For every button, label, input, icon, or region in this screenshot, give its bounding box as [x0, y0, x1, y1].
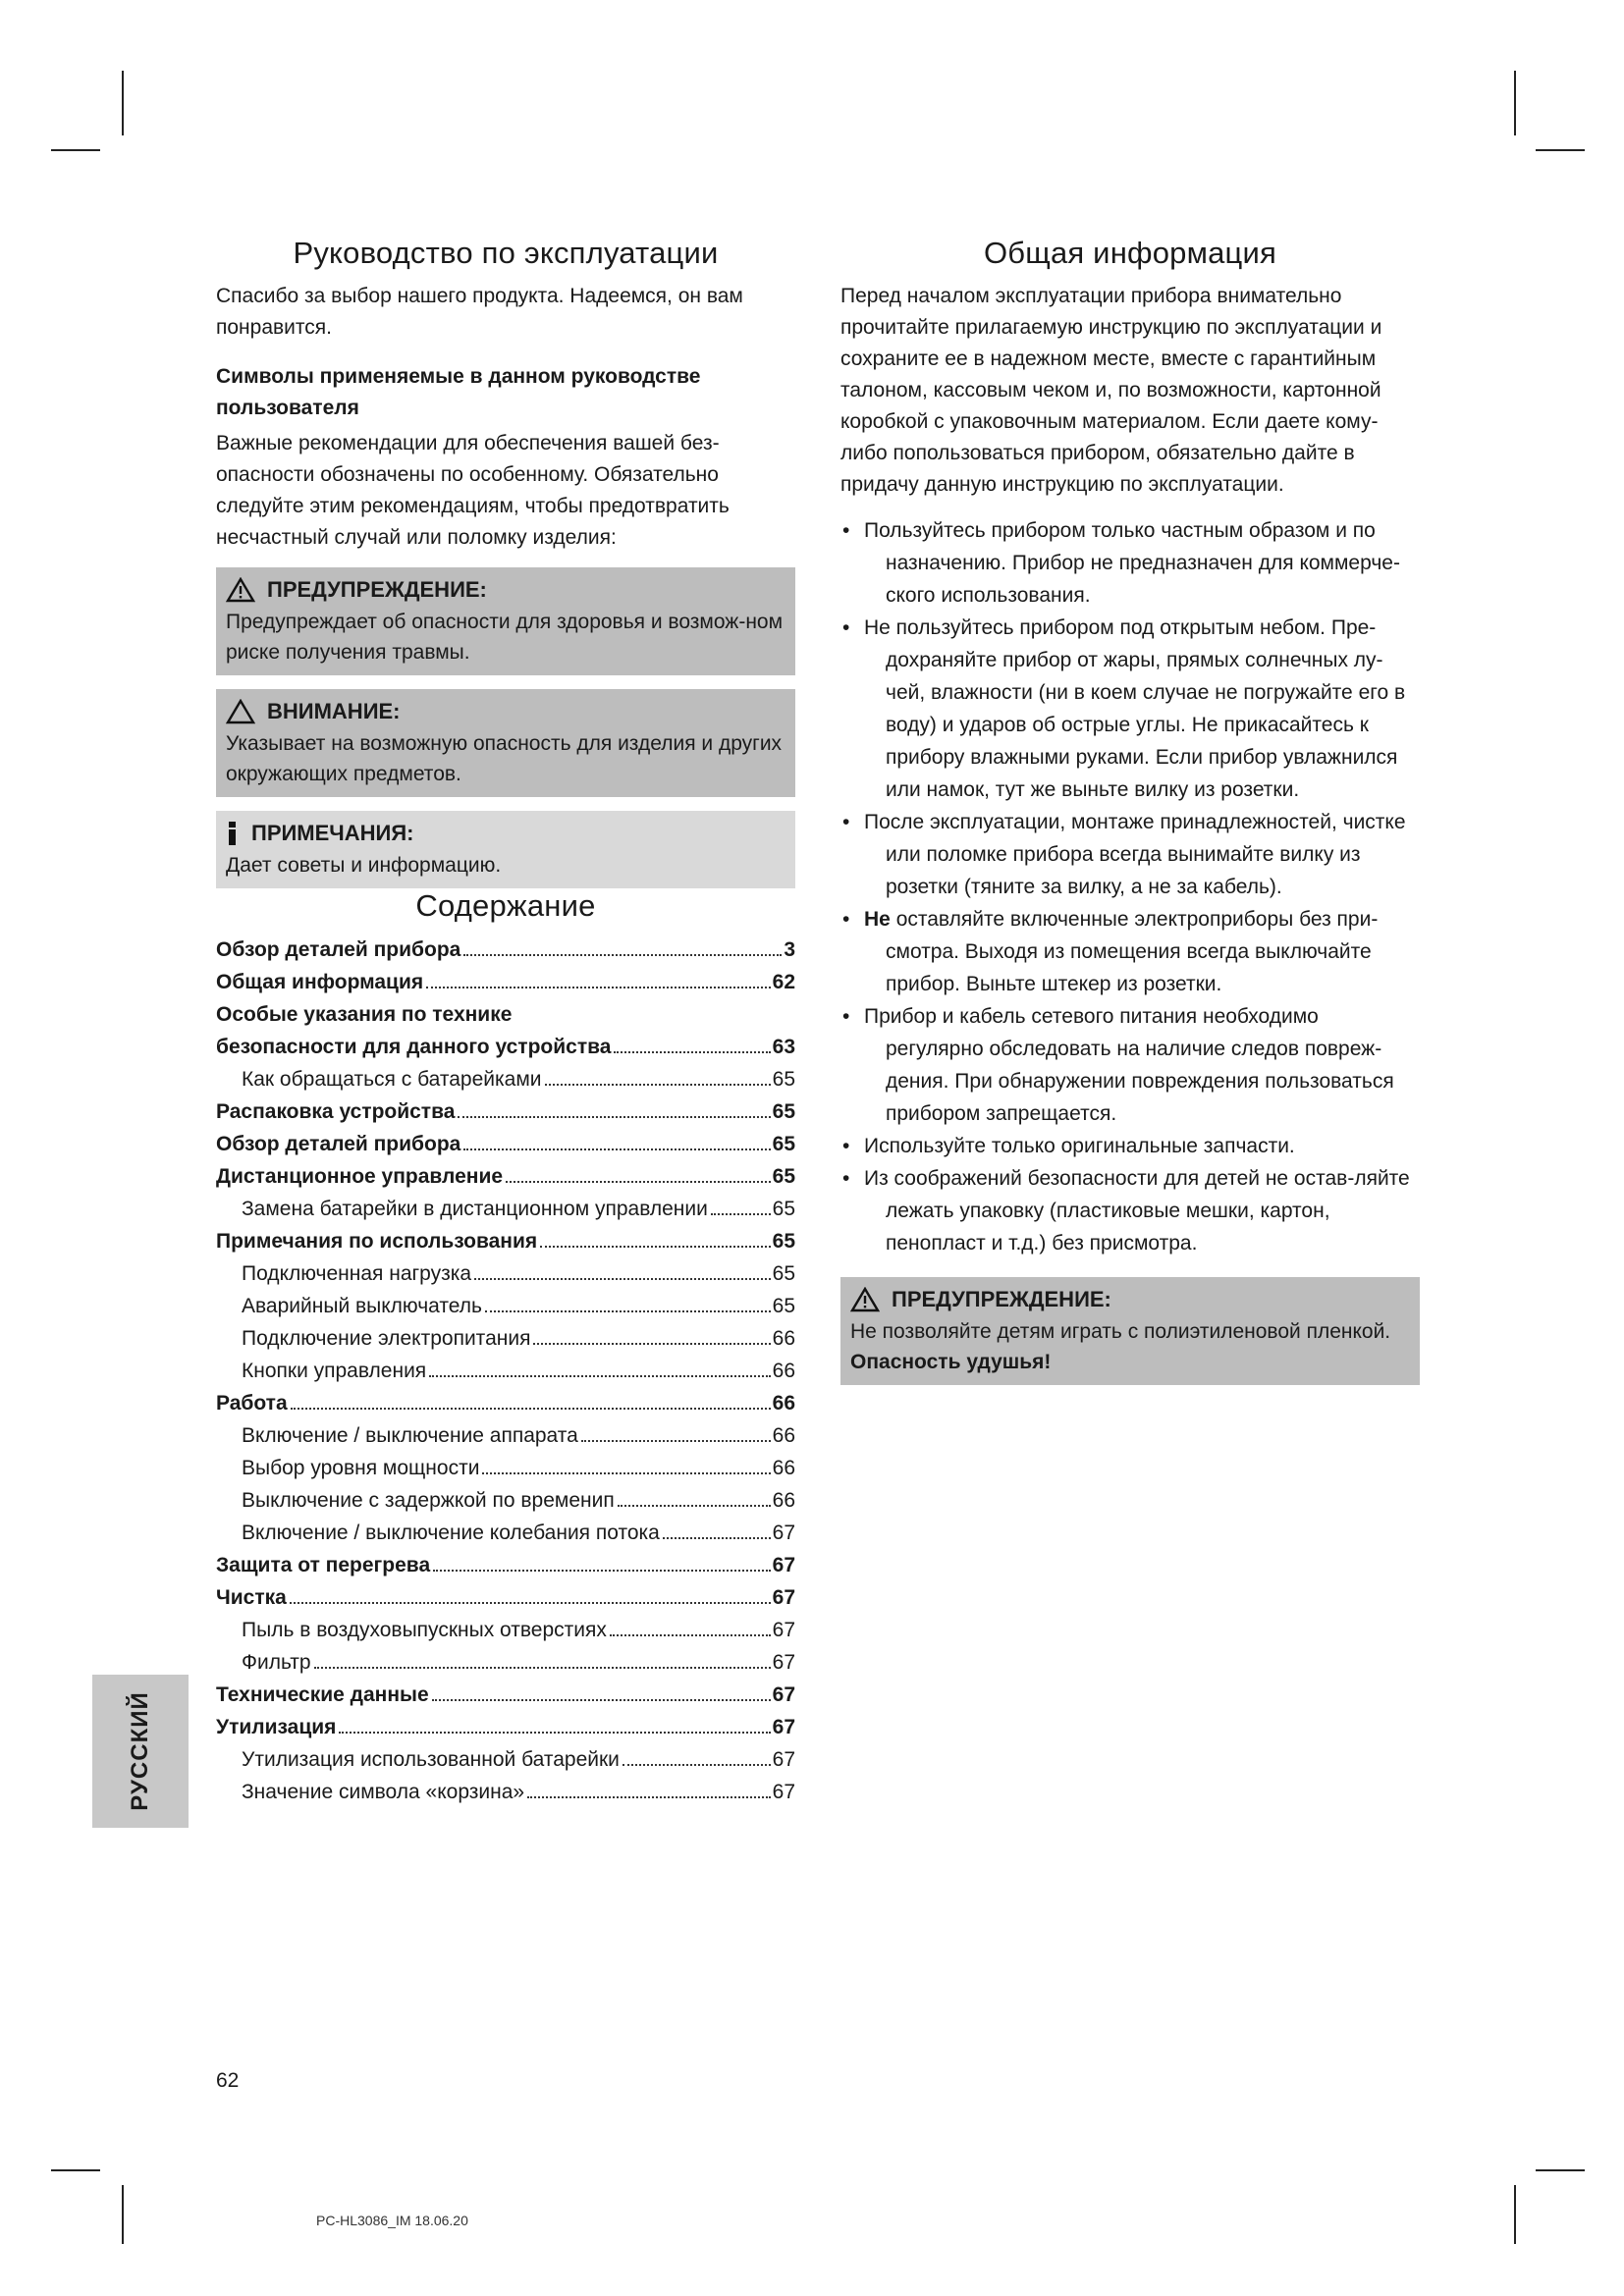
toc-row[interactable]: Замена батарейки в дистанционном управлении 65 — [242, 1198, 795, 1220]
warning-box — [216, 567, 795, 675]
left-column — [216, 236, 795, 1808]
warning-text: Не позволяйте детям играть с полиэтиленовой пленкой. Опасность удушья! — [850, 1320, 1391, 1373]
crop-mark — [1536, 2169, 1585, 2171]
toc-row[interactable]: Примечания по использования 65 — [216, 1230, 795, 1253]
crop-mark — [122, 71, 124, 135]
general-info-title: Общая информация — [983, 236, 1277, 270]
list-item: • Не оставляйте включенные электроприборы без при-смотра. Выходя из помещения всегда выключайте прибор. Выньте штекер из розетки. — [842, 908, 1379, 995]
intro-text: Спасибо за выбор нашего продукта. Надеемся, он вам понравится. — [216, 285, 743, 339]
toc-row[interactable]: Выключение с задержкой по временип 66 — [242, 1489, 795, 1512]
symbols-text: Важные рекомендации для обеспечения вашей без-опасности обозначены по особенному. Обязательно следуйте этим рекомендациям, чтобы предотвратить несчастный случай или поломку изделия: — [216, 432, 730, 549]
toc-row[interactable]: Выбор уровня мощности 66 — [242, 1457, 795, 1479]
caution-text: Указывает на возможную опасность для изделия и других окружающих предметов. — [226, 732, 783, 785]
toc-row[interactable]: Технические данные 67 — [216, 1683, 795, 1706]
crop-mark — [51, 149, 100, 151]
warning-title: ПРЕДУПРЕЖДЕНИЕ: — [267, 577, 487, 602]
toc-row[interactable]: Значение символа «корзина» 67 — [242, 1781, 795, 1803]
right-column — [840, 236, 1420, 1385]
toc-row[interactable]: Особые указания по технике — [216, 1003, 513, 1026]
crop-mark — [1514, 2185, 1516, 2244]
caution-title: ВНИМАНИЕ: — [267, 699, 401, 723]
toc-row[interactable]: Обзор деталей прибора 65 — [216, 1133, 795, 1155]
caution-box — [216, 689, 795, 797]
list-item: • Не пользуйтесь прибором под открытым небом. Пре-дохраняйте прибор от жары, прямых солнечных лу-чей, влажности (ни в коем случае не погружайте его в воду) и ударов об острые углы. Не прикасайтесь к прибору влажными руками. Если прибор увлажнился или намок, тут же выньте вилку из розетки. — [842, 616, 1406, 801]
toc-row[interactable]: Подключение электропитания 66 — [242, 1327, 795, 1350]
manual-title: Руководство по эксплуатации — [293, 236, 719, 270]
toc-row[interactable]: Включение / выключение аппарата 66 — [242, 1424, 795, 1447]
list-item: • После эксплуатации, монтаже принадлежностей, чистке или поломке прибора всегда вынимайте вилку из розетки (тяните за вилку, а не за кабель). — [842, 811, 1406, 898]
warning-box — [840, 1277, 1420, 1385]
note-title: ПРИМЕЧАНИЯ: — [251, 821, 414, 845]
info-icon — [226, 821, 240, 846]
caution-triangle-icon — [226, 699, 255, 724]
list-item: • Используйте только оригинальные запчасти. — [842, 1135, 1295, 1157]
note-text: Дает советы и информацию. — [226, 854, 502, 877]
symbols-heading: Символы применяемые в данном руководстве пользователя — [216, 365, 701, 419]
toc-row[interactable]: Как обращаться с батарейками 65 — [242, 1068, 795, 1091]
toc-row[interactable]: Утилизация использованной батарейки 67 — [242, 1748, 795, 1771]
toc-row[interactable]: Включение / выключение колебания потока 67 — [242, 1522, 795, 1544]
safety-list — [840, 514, 1420, 1259]
toc-row[interactable]: Пыль в воздуховыпускных отверстиях 67 — [242, 1619, 795, 1641]
toc-row[interactable]: Распаковка устройства 65 — [216, 1100, 795, 1123]
footer-text: PC-HL3086_IM 18.06.20 — [316, 2213, 468, 2228]
list-item: • Пользуйтесь прибором только частным образом и по назначению. Прибор не предназначен для коммерче-ского использования. — [842, 519, 1400, 607]
toc-row[interactable]: Кнопки управления 66 — [242, 1360, 795, 1382]
crop-mark — [51, 2169, 100, 2171]
toc-row[interactable]: Защита от перегрева 67 — [216, 1554, 795, 1576]
page-number: 62 — [216, 2069, 240, 2092]
list-item: • Прибор и кабель сетевого питания необходимо регулярно обследовать на наличие следов повреж-дения. При обнаружении повреждения пользоваться прибором запрещается. — [842, 1005, 1394, 1125]
toc-row[interactable]: Дистанционное управление 65 — [216, 1165, 795, 1188]
table-of-contents — [216, 934, 795, 1808]
crop-mark — [1514, 71, 1516, 135]
toc-row[interactable]: Аварийный выключатель 65 — [242, 1295, 795, 1317]
language-tab — [92, 1675, 189, 1828]
toc-title: Содержание — [415, 888, 596, 923]
note-box — [216, 811, 795, 888]
language-label: РУССКИЙ — [127, 1691, 153, 1811]
toc-row[interactable]: Фильтр 67 — [242, 1651, 795, 1674]
warning-triangle-icon — [850, 1287, 880, 1312]
toc-row[interactable]: Работа 66 — [216, 1392, 795, 1415]
toc-row[interactable]: Обзор деталей прибора 3 — [216, 938, 795, 961]
list-item: • Из соображений безопасности для детей не остав-ляйте лежать упаковку (пластиковые мешки, картон, пенопласт и т.д.) без присмотра. — [842, 1167, 1410, 1255]
general-info-intro: Перед началом эксплуатации прибора внимательно прочитайте прилагаемую инструкцию по эксплуатации и сохраните ее в надежном месте, вместе с гарантийным талоном, кассовым чеком и, по возможности, картонной коробкой с упаковочным материалом. Если даете кому-либо попользоваться прибором, обязательно дайте в придачу данную инструкцию по эксплуатации. — [840, 285, 1382, 496]
toc-row[interactable]: безопасности для данного устройства 63 — [216, 1036, 795, 1058]
warning-triangle-icon — [226, 577, 255, 603]
toc-row[interactable]: Утилизация 67 — [216, 1716, 795, 1738]
crop-mark — [1536, 149, 1585, 151]
toc-row[interactable]: Подключенная нагрузка 65 — [242, 1262, 795, 1285]
warning-text: Предупреждает об опасности для здоровья и возмож-ном риске получения травмы. — [226, 611, 784, 664]
crop-mark — [122, 2185, 124, 2244]
toc-row[interactable]: Общая информация 62 — [216, 971, 795, 993]
toc-row[interactable]: Чистка 67 — [216, 1586, 795, 1609]
warning-title: ПРЕДУПРЕЖДЕНИЕ: — [892, 1287, 1111, 1311]
